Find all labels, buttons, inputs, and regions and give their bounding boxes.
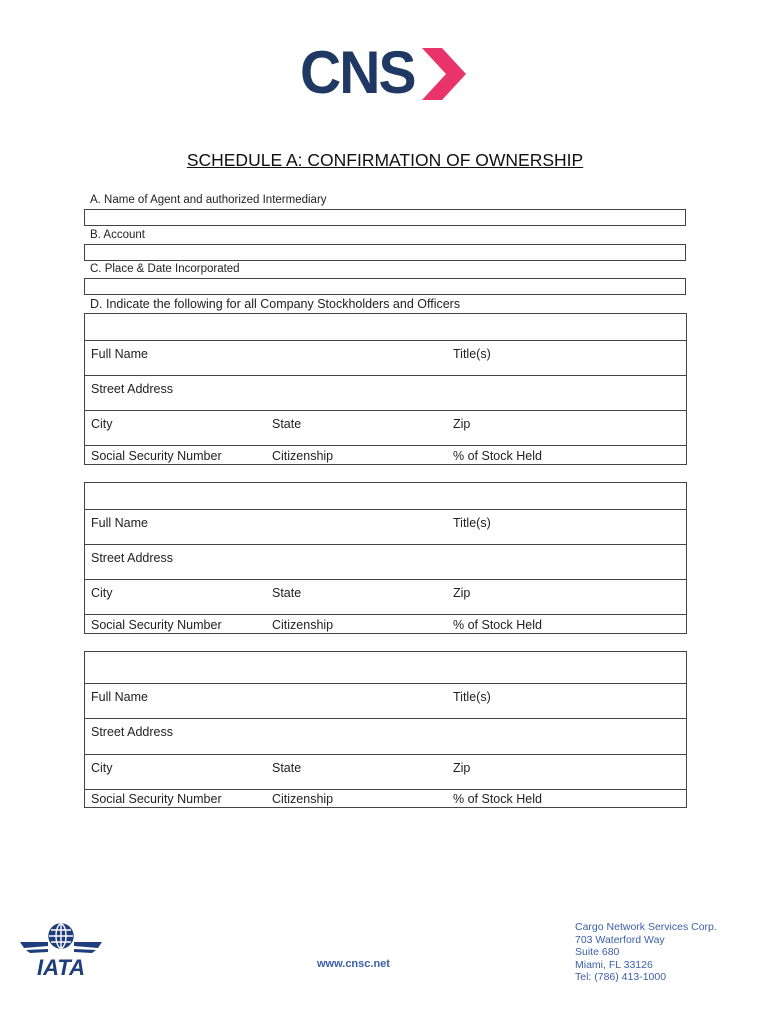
section-d-heading: D. Indicate the following for all Company Stockholders and Officers bbox=[90, 297, 461, 311]
place-date-field[interactable] bbox=[84, 278, 686, 295]
row-ssn-citizenship-stock[interactable] bbox=[85, 789, 686, 808]
row-name-title[interactable] bbox=[85, 509, 686, 544]
row-city-state-zip[interactable] bbox=[85, 754, 686, 789]
company-address bbox=[575, 921, 717, 984]
label-full-name: Full Name bbox=[91, 347, 148, 361]
label-zip: Zip bbox=[453, 761, 471, 775]
label-street-address: Street Address bbox=[91, 382, 173, 396]
label-titles: Title(s) bbox=[453, 347, 491, 361]
label-ssn: Social Security Number bbox=[91, 449, 222, 463]
label-city: City bbox=[91, 761, 113, 775]
label-citizenship: Citizenship bbox=[272, 792, 334, 806]
row-name-title[interactable] bbox=[85, 340, 686, 375]
label-titles: Title(s) bbox=[453, 516, 491, 530]
label-stock-held: % of Stock Held bbox=[453, 792, 542, 806]
label-stock-held: % of Stock Held bbox=[453, 449, 542, 463]
chevron-right-icon bbox=[418, 46, 468, 102]
label-place-date: C. Place & Date Incorporated bbox=[90, 263, 240, 275]
label-full-name: Full Name bbox=[91, 516, 148, 530]
logo-wordmark: CNS bbox=[300, 39, 415, 106]
label-full-name: Full Name bbox=[91, 690, 148, 704]
address-line: 703 Waterford Way bbox=[575, 933, 665, 946]
label-state: State bbox=[272, 761, 302, 775]
label-city: City bbox=[91, 586, 113, 600]
label-agent-name: A. Name of Agent and authorized Intermediary bbox=[90, 194, 327, 206]
label-stock-held: % of Stock Held bbox=[453, 618, 542, 632]
address-line: Cargo Network Services Corp. bbox=[575, 921, 717, 933]
label-citizenship: Citizenship bbox=[272, 449, 334, 463]
address-line: Suite 680 bbox=[575, 946, 620, 958]
account-field[interactable] bbox=[84, 244, 686, 261]
website-link[interactable]: www.cnsc.net bbox=[317, 958, 390, 970]
row-name-title[interactable] bbox=[85, 683, 686, 718]
row-ssn-citizenship-stock[interactable] bbox=[85, 445, 686, 465]
stockholder-block-1 bbox=[84, 313, 687, 465]
row-city-state-zip[interactable] bbox=[85, 579, 686, 614]
globe-icon bbox=[49, 924, 73, 948]
label-ssn: Social Security Number bbox=[91, 792, 222, 806]
row-street[interactable] bbox=[85, 718, 686, 754]
iata-wordmark: IATA bbox=[36, 955, 86, 978]
address-line: Tel: (786) 413-1000 bbox=[575, 971, 667, 983]
page-title: SCHEDULE A: CONFIRMATION OF OWNERSHIP bbox=[186, 150, 584, 170]
stockholder-block-2 bbox=[84, 482, 687, 634]
label-zip: Zip bbox=[453, 586, 471, 600]
label-account: B. Account bbox=[90, 229, 145, 241]
stockholder-block-3 bbox=[84, 651, 687, 808]
label-zip: Zip bbox=[453, 417, 471, 431]
label-state: State bbox=[272, 586, 302, 600]
row-ssn-citizenship-stock[interactable] bbox=[85, 614, 686, 634]
row-city-state-zip[interactable] bbox=[85, 410, 686, 445]
cns-logo bbox=[300, 40, 470, 106]
label-citizenship: Citizenship bbox=[272, 618, 334, 632]
label-ssn: Social Security Number bbox=[91, 618, 222, 632]
label-street-address: Street Address bbox=[91, 725, 173, 739]
label-street-address: Street Address bbox=[91, 551, 173, 565]
row-street[interactable] bbox=[85, 544, 686, 579]
label-city: City bbox=[91, 417, 113, 431]
address-line: Miami, FL 33126 bbox=[575, 958, 653, 971]
row-street[interactable] bbox=[85, 375, 686, 410]
label-titles: Title(s) bbox=[453, 690, 491, 704]
label-state: State bbox=[272, 417, 302, 431]
iata-logo bbox=[18, 920, 104, 978]
agent-name-field[interactable] bbox=[84, 209, 686, 226]
